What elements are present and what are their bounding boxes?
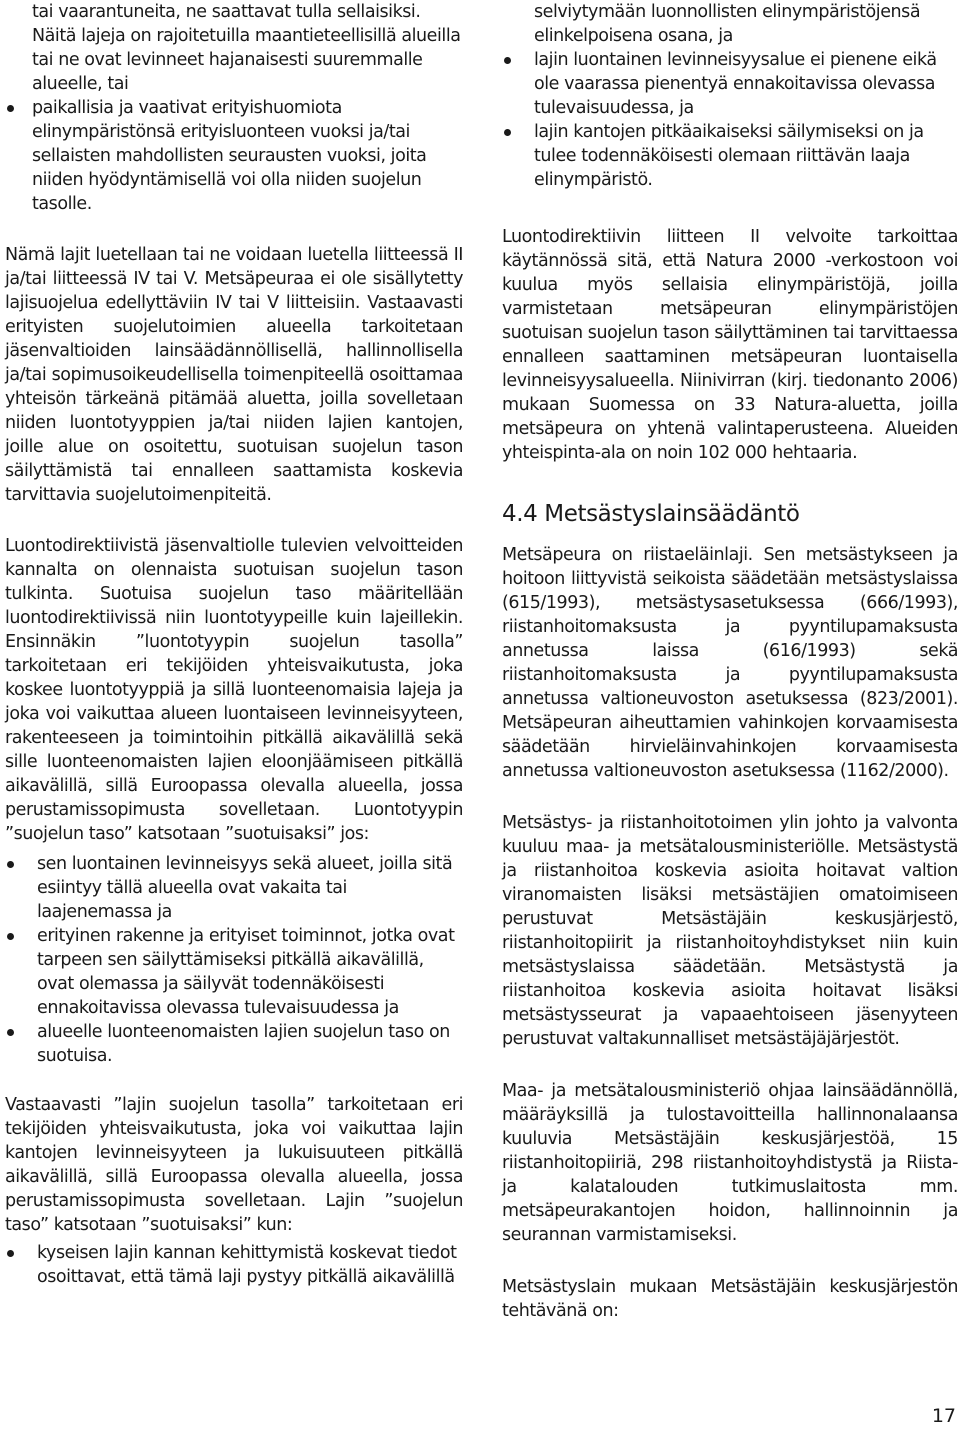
list-item: lajin luontainen levinneisyysalue ei pienene eikä ole vaarassa pienentyä ennakoitavissa olevassa tulevaisuudessa, ja bbox=[502, 48, 958, 120]
species-status-list bbox=[5, 1241, 463, 1289]
list-item: erityinen rakenne ja erityiset toiminnot, jotka ovat tarpeen sen säilyttämiseksi pitkällä aikavälillä, ovat olemassa ja säilyvät todennäköisesti ennakoitavissa olevassa tulevaisuudessa ja bbox=[5, 924, 463, 1020]
paragraph: Vastaavasti ”lajin suojelun tasolla” tarkoitetaan eri tekijöiden yhteisvaikutusta, joka voi vaikuttaa lajin kantojen levinneisyyteen ja lukuisuuteen pitkällä aikavälillä, sillä Euroopassa olevalla alueella, jossa perustamissopimusta sovelletaan. Lajin ”suojelun taso” katsotaan ”suotuisaksi” kun: bbox=[5, 1095, 463, 1235]
right-column bbox=[502, 0, 958, 1350]
list-item: lajin kantojen pitkäaikaiseksi säilymiseksi on ja tulee todennäköisesti olemaan riittävän laaja elinympäristö. bbox=[502, 120, 958, 192]
list-item: sen luontainen levinneisyys sekä alueet, joilla sitä esiintyy tällä alueella ovat vakaita tai laajenemassa ja bbox=[5, 852, 463, 924]
paragraph: Metsästys- ja riistanhoitotoimen ylin johto ja valvonta kuuluu maa- ja metsätalousministeriölle. Metsästystä ja riistanhoitoa koskevia asioita hoitavat valtion viranomaisten lisäksi metsästäjien omatoimiseen perustuvat Metsästäjäin keskusjärjestö, riistanhoitopiirit ja riistanhoitoyhdistykset niin kuin metsästyslaissa säädetään. Metsästystä ja riistanhoitoa koskevia asioita hoitavat lisäksi metsästysseurat ja vapaaehtoiseen jäsenyyteen perustuvat valtakunnalliset metsästäjäjärjestöt. bbox=[502, 813, 958, 1049]
paragraph: Maa- ja metsätalousministeriö ohjaa lainsäädännöllä, määräyksillä ja tulostavoitteilla hallinnonalaansa kuuluvia Metsästäjäin keskusjärjestöä, 15 riistanhoitopiiriä, 298 riistanhoitoyhdistystä ja Riista- ja kalatalouden tutkimuslaitosta mm. metsäpeurakantojen hoidon, hallinnoinnin ja seurannan varmistamiseksi. bbox=[502, 1081, 958, 1245]
paragraph: Nämä lajit luetellaan tai ne voidaan luetella liitteessä II ja/tai liitteessä IV tai V. Metsäpeuraa ei ole sisällytetty lajisuojelua edellyttäviin IV tai V liitteisiin. Vastaavasti erityisten suojelutoimien alueella tarkoitetaan jäsenvaltioiden lainsäädännöllisellä, hallinnollisella ja/tai sopimusoikeudellisella toimenpiteellä osoittamaa yhteisön tärkeänä pitämää aluetta, joilla sovelletaan niiden luontotyyppien ja/tai niiden lajien kantojen, joille alue on osoitettu, suotuisan suojelun tason säilyttämistä tai ennalleen saattamista koskevia tarvittavia suojelutoimenpiteitä. bbox=[5, 245, 463, 505]
paragraph: Luontodirektiivistä jäsenvaltiolle tulevien velvoitteiden kannalta on olennaista suotuisan suojelun tason tulkinta. Suotuisa suojelun taso määritellään luontodirektiivissä niin luontotyypeille kuin lajeillekin. Ensinnäkin ”luontotyypin suojelun tasolla” tarkoitetaan eri tekijöiden yhteisvaikutusta, joka koskee luontotyyppiä ja sillä luonteenomaisia lajeja ja joka voi vaikuttaa alueen luontaiseen levinneisyyteen, rakenteeseen ja toimintoihin pitkällä aikavälillä sekä sille luonteenomaisten lajien eloonjäämiseen pitkällä aikavälillä, sillä Euroopassa olevalla alueella, jossa perustamissopimusta sovelletaan. Luontotyypin ”suojelun taso” katsotaan ”suotuisaksi” jos: bbox=[5, 536, 463, 844]
paragraph: Metsästyslain mukaan Metsästäjäin keskusjärjestön tehtävänä on: bbox=[502, 1277, 958, 1321]
list-item: paikallisia ja vaativat erityishuomiota elinympäristönsä erityisluonteen vuoksi ja/tai sellaisten mahdollisten seurausten vuoksi, joita niiden hyödyntämisellä voi olla niiden suojelun tasolle. bbox=[5, 96, 463, 216]
paragraph: Metsäpeura on riistaeläinlaji. Sen metsästykseen ja hoitoon liittyvistä seikoista säädetään metsästyslaissa (615/1993), metsästysasetuksessa (666/1993), riistanhoitomaksusta ja pyyntilupamaksusta annetussa laissa (616/1993) sekä riistanhoitomaksusta ja pyyntilupamaksusta annetussa valtioneuvoston asetuksessa (823/2001). Metsäpeuran aiheuttamien vahinkojen korvaamisesta säädetään hirvieläinvahinkojen korvaamisesta annetussa valtioneuvoston asetuksessa (1162/2000). bbox=[502, 545, 958, 781]
section-heading: 4.4 Metsästyslainsäädäntö bbox=[502, 501, 800, 527]
habitat-status-list bbox=[5, 852, 463, 1068]
continued-line: tai vaarantuneita, ne saattavat tulla sellaisiksi. bbox=[32, 2, 421, 22]
continued-text: Näitä lajeja on rajoitetuilla maantieteellisillä alueilla tai ne ovat levinneet hajanaisesti suuremmalle alueelle, tai bbox=[32, 26, 461, 94]
continued-text: selviytymään luonnollisten elinympäristöjensä elinkelpoisena osana, ja bbox=[534, 2, 921, 46]
paragraph: Luontodirektiivin liitteen II velvoite tarkoittaa käytännössä sitä, että Natura 2000 -verkostoon voi kuulua myös sellaisia elinympäristöjä, joilla varmistetaan metsäpeuran elinympäristöjen suotuisan suojelun tason säilyttäminen tai tarvittaessa ennalleen saattaminen metsäpeuran luontaisella levinneisyysalueella. Niinivirran (kirj. tiedonanto 2006) mukaan Suomessa on 33 Natura-aluetta, joilla metsäpeura on yhtenä valintaperusteena. Alueiden yhteispinta-ala on noin 102 000 hehtaaria. bbox=[502, 227, 958, 463]
habitat-bullet-list bbox=[5, 96, 463, 216]
list-item: alueelle luonteenomaisten lajien suojelun taso on suotuisa. bbox=[5, 1020, 463, 1068]
list-item: kyseisen lajin kannan kehittymistä koskevat tiedot osoittavat, että tämä laji pystyy pitkällä aikavälillä bbox=[5, 1241, 463, 1289]
species-conditions-list bbox=[502, 48, 958, 192]
page-number: 17 bbox=[931, 1405, 956, 1427]
left-column bbox=[5, 0, 463, 1316]
